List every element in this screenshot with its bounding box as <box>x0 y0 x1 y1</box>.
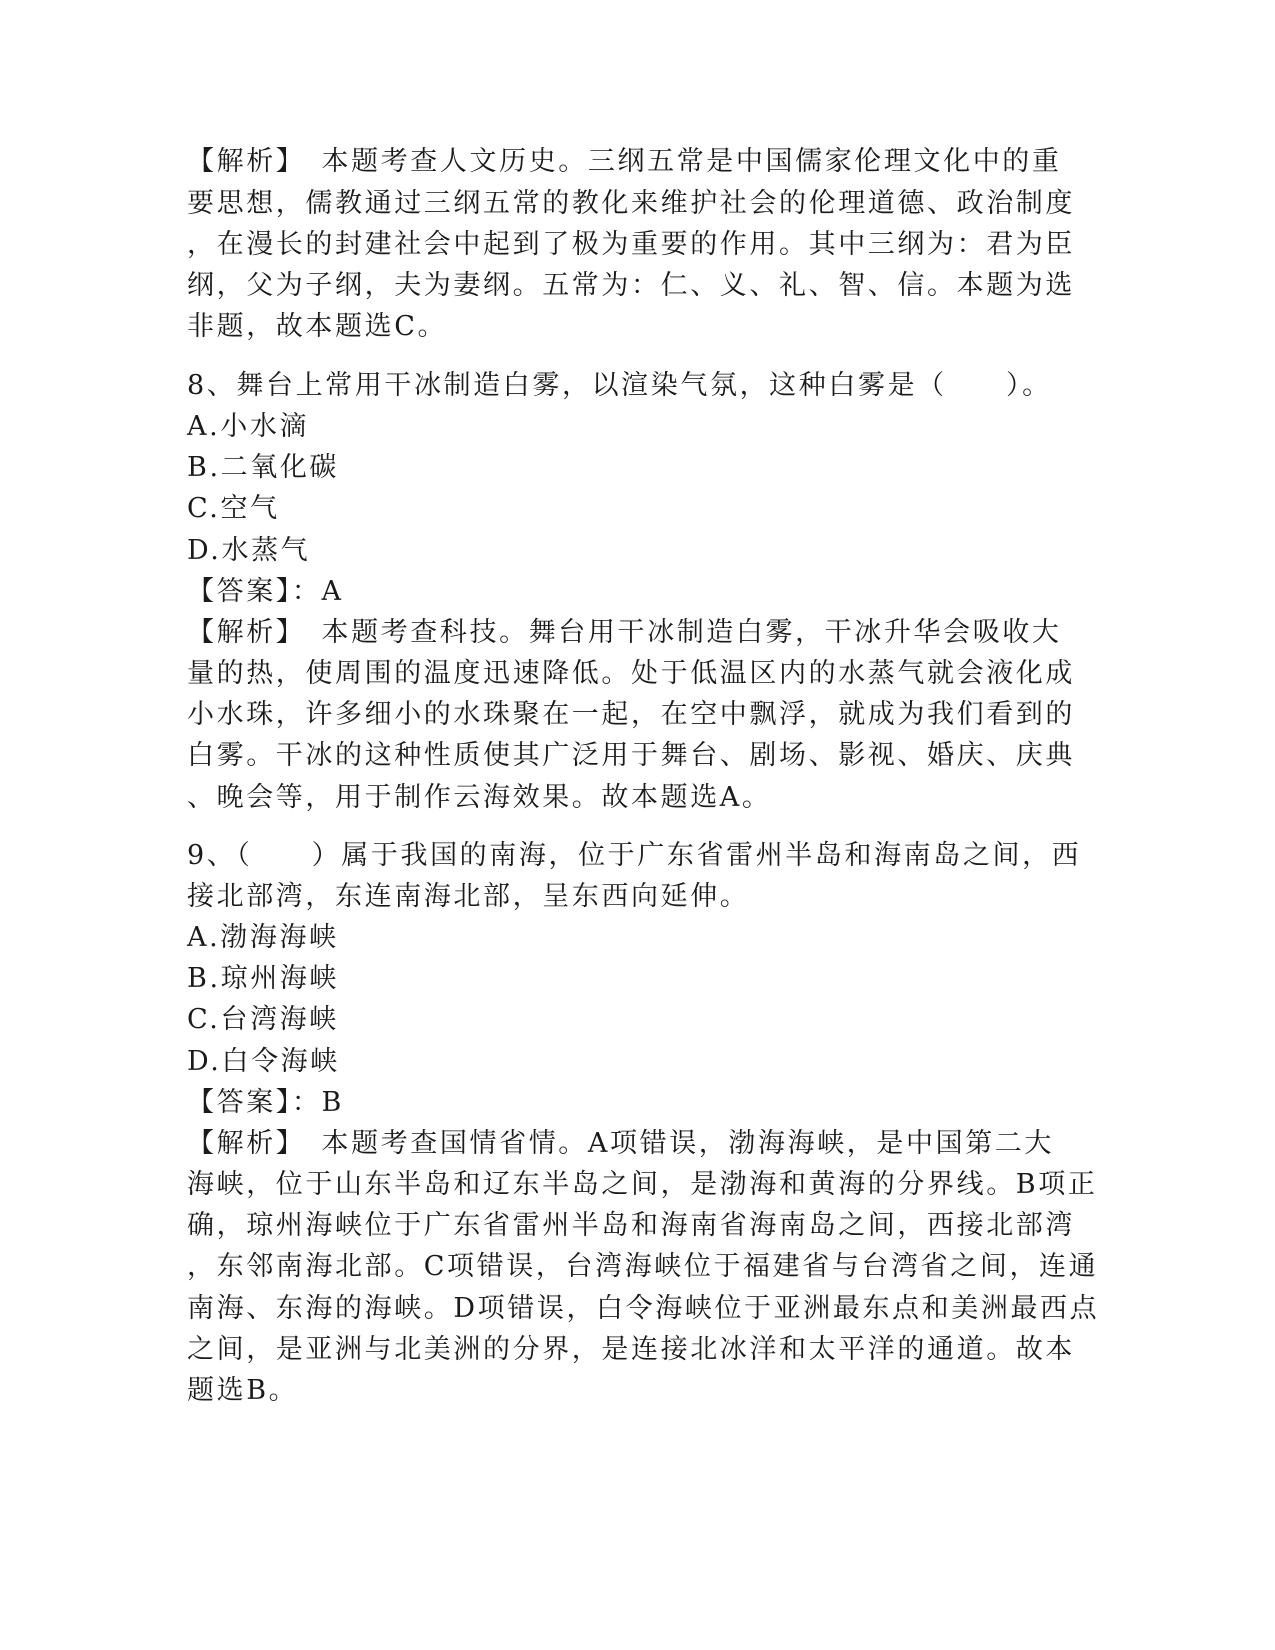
option-b: B.琼州海峡 <box>187 963 340 994</box>
analysis-line: 海峡，位于山东半岛和辽东半岛之间，是渤海和黄海的分界线。B项正 <box>187 1169 1098 1200</box>
analysis-line: 量的热，使周围的温度迅速降低。处于低温区内的水蒸气就会液化成 <box>187 658 1075 689</box>
option-d: D.水蒸气 <box>187 535 311 566</box>
analysis-line: 要思想，儒教通过三纲五常的教化来维护社会的伦理道德、政治制度 <box>187 188 1075 219</box>
option-a: A.渤海海峡 <box>187 922 339 953</box>
option-c: C.台湾海峡 <box>187 1004 339 1035</box>
option-c: C.空气 <box>187 493 280 524</box>
answer: 【答案】：B <box>187 1087 344 1118</box>
option-d: D.白令海峡 <box>187 1046 340 1077</box>
option-b: B.二氧化碳 <box>187 452 340 483</box>
analysis-line: 题选B。 <box>187 1375 299 1406</box>
answer: 【答案】：A <box>187 576 344 607</box>
analysis-line: 小水珠，许多细小的水珠聚在一起，在空中飘浮，就成为我们看到的 <box>187 699 1075 730</box>
analysis-line: ，东邻南海北部。C项错误，台湾海峡位于福建省与台湾省之间，连通 <box>187 1251 1099 1282</box>
analysis-line: 、晚会等，用于制作云海效果。故本题选A。 <box>187 782 772 813</box>
option-a: A.小水滴 <box>187 411 310 442</box>
analysis-line: 【解析】 本题考查人文历史。三纲五常是中国儒家伦理文化中的重 <box>187 146 1062 177</box>
analysis-line: 纲，父为子纲，夫为妻纲。五常为：仁、义、礼、智、信。本题为选 <box>187 270 1075 301</box>
analysis-line: 南海、东海的海峡。D项错误，白令海峡位于亚洲最东点和美洲最西点 <box>187 1293 1100 1324</box>
analysis-line: 【解析】 本题考查科技。舞台用干冰制造白雾，干冰升华会吸收大 <box>187 617 1062 648</box>
analysis-line: 【解析】 本题考查国情省情。A项错误，渤海海峡，是中国第二大 <box>187 1128 1054 1159</box>
analysis-line: ，在漫长的封建社会中起到了极为重要的作用。其中三纲为：君为臣 <box>187 229 1075 260</box>
question-stem: 9、（ ）属于我国的南海，位于广东省雷州半岛和海南岛之间，西 <box>187 840 1082 871</box>
analysis-line: 非题，故本题选C。 <box>187 311 448 342</box>
analysis-line: 之间，是亚洲与北美洲的分界，是连接北冰洋和太平洋的通道。故本 <box>187 1334 1075 1365</box>
analysis-line: 确，琼州海峡位于广东省雷州半岛和海南省海南岛之间，西接北部湾 <box>187 1210 1075 1241</box>
question-stem: 8、舞台上常用干冰制造白雾，以渲染气氛，这种白雾是（ ）。 <box>187 370 1052 401</box>
question-stem: 接北部湾，东连南海北部，呈东西向延伸。 <box>187 881 750 912</box>
analysis-line: 白雾。干冰的这种性质使其广泛用于舞台、剧场、影视、婚庆、庆典 <box>187 740 1075 771</box>
